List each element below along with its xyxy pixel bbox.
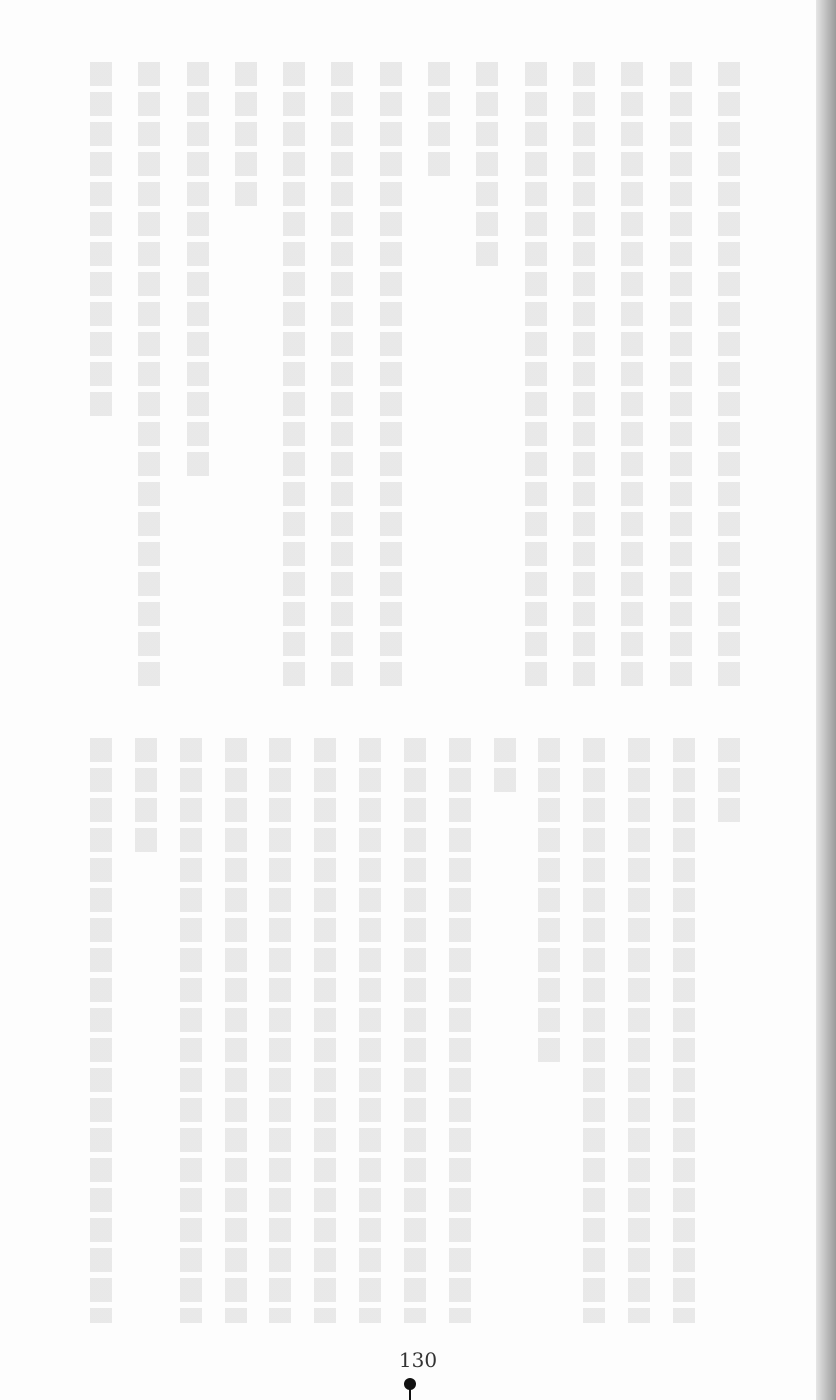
text-column — [90, 62, 112, 422]
text-column — [187, 62, 209, 482]
text-column — [138, 62, 160, 692]
text-column — [225, 738, 247, 1323]
text-column — [180, 738, 202, 1323]
page-number: 130 — [398, 1348, 438, 1372]
text-column — [404, 738, 426, 1323]
text-block-top — [90, 62, 740, 692]
page-marker-line — [409, 1388, 411, 1400]
text-column — [718, 738, 740, 828]
text-column — [525, 62, 547, 692]
text-column — [538, 738, 560, 1068]
text-column — [380, 62, 402, 692]
scan-page-edge — [816, 0, 836, 1400]
text-column — [673, 738, 695, 1323]
text-column — [573, 62, 595, 692]
text-column — [670, 62, 692, 692]
text-column — [628, 738, 650, 1323]
text-column — [235, 62, 257, 212]
text-column — [283, 62, 305, 692]
text-column — [428, 62, 450, 182]
text-column — [359, 738, 381, 1323]
text-block-bottom — [90, 738, 740, 1323]
text-column — [269, 738, 291, 1323]
text-column — [621, 62, 643, 692]
text-column — [583, 738, 605, 1323]
text-column — [90, 738, 112, 1323]
text-column — [449, 738, 471, 1323]
text-column — [494, 738, 516, 798]
text-column — [476, 62, 498, 272]
text-column — [314, 738, 336, 1323]
text-column — [718, 62, 740, 692]
text-column — [135, 738, 157, 858]
text-column — [331, 62, 353, 692]
